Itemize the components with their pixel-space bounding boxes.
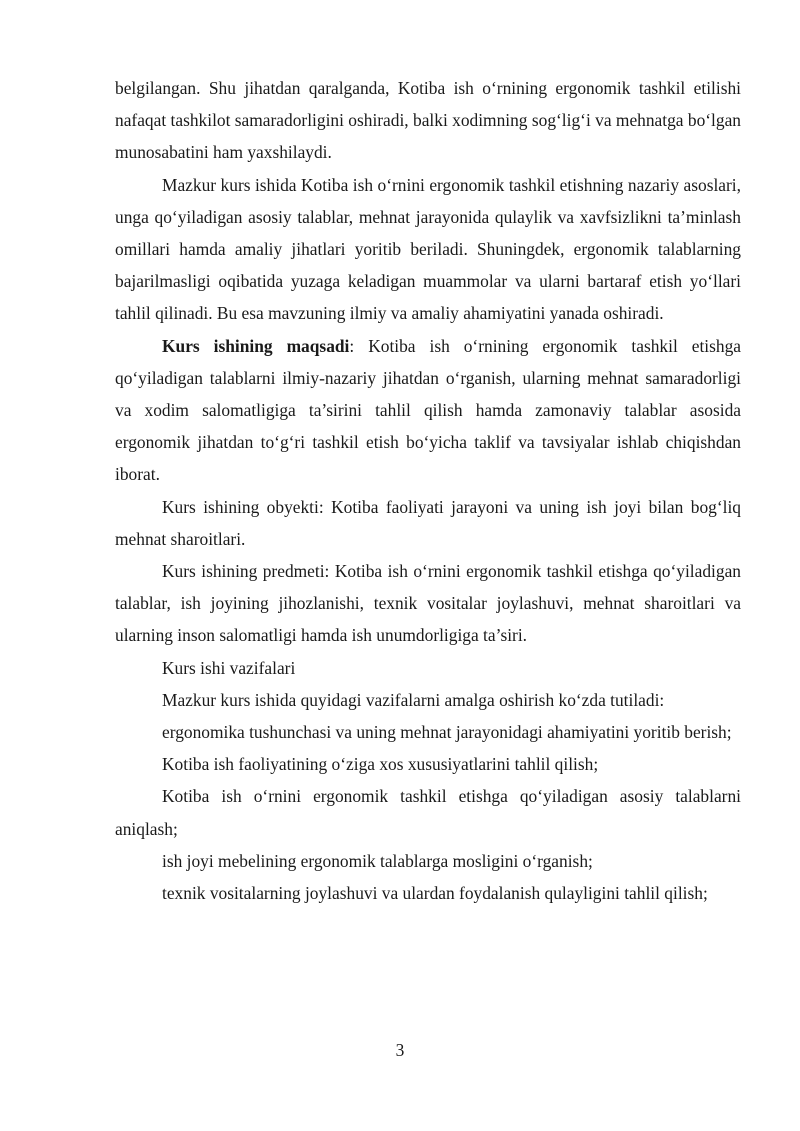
page-number: 3 (395, 1040, 405, 1060)
paragraph-course-goal (115, 330, 741, 491)
course-goal-text: : Kotiba ish o‘rnining ergonomik tashkil etishga qo‘yiladigan talablarni ilmiy-nazariy jihatdan o‘rganish, ularning mehnat samaradorligi va xodim salomatligiga ta’sirini tahlil qilish hamda zamonaviy talablar asosida ergonomik jihatdan to‘g‘ri tashkil etish bo‘yicha taklif va tavsiyalar ishlab chiqishdan iborat. (115, 335, 741, 485)
paragraph-course-overview: Mazkur kurs ishida Kotiba ish o‘rnini ergonomik tashkil etishning nazariy asoslari, unga qo‘yiladigan asosiy talablar, mehnat jarayonida qulaylik va xavfsizlikni ta’minlash omillari hamda amaliy jihatlari yoritib beriladi. Shuningdek, ergonomik talablarning bajarilmasligi oqibatida yuzaga keladigan muammolar va ularni bartaraf etish yo‘llari tahlil qilinadi. Bu esa mavzuning ilmiy va amaliy ahamiyatini yanada oshiradi. (115, 174, 741, 324)
task-item-4: ish joyi mebelining ergonomik talablarga mosligini o‘rganish; (162, 850, 593, 871)
task-item-2: Kotiba ish faoliyatining o‘ziga xos xususiyatlarini tahlil qilish; (162, 754, 599, 775)
paragraph-intro-continuation: belgilangan. Shu jihatdan qaralganda, Kotiba ish o‘rnining ergonomik tashkil etilishi nafaqat tashkilot samaradorligini oshiradi, balki xodimning sog‘lig‘i va mehnatga bo‘lgan munosabatini ham yaxshilaydi. (115, 78, 741, 163)
paragraph-course-object: Kurs ishining obyekti: Kotiba faoliyati jarayoni va uning ish joyi bilan bog‘liq mehnat sharoitlari. (115, 496, 741, 549)
course-goal-heading: Kurs ishining maqsadi (162, 335, 350, 356)
task-item-3: Kotiba ish o‘rnini ergonomik tashkil etishga qo‘yiladigan asosiy talablarni aniqlash; (115, 786, 741, 839)
task-item-5: texnik vositalarning joylashuvi va ulardan foydalanish qulayligini tahlil qilish; (162, 883, 708, 904)
task-item-1: ergonomika tushunchasi va uning mehnat jarayonidagi ahamiyatini yoritib berish; (162, 722, 732, 743)
paragraph-tasks-heading: Kurs ishi vazifalari (162, 657, 296, 678)
paragraph-tasks-intro: Mazkur kurs ishida quyidagi vazifalarni amalga oshirish ko‘zda tutiladi: (162, 689, 665, 710)
document-page (115, 72, 741, 909)
paragraph-course-subject: Kurs ishining predmeti: Kotiba ish o‘rnini ergonomik tashkil etishga qo‘yiladigan talablar, ish joyining jihozlanishi, texnik vositalar joylashuvi, mehnat sharoitlari va ularning inson salomatligi hamda ish unumdorligiga ta’siri. (115, 561, 741, 646)
